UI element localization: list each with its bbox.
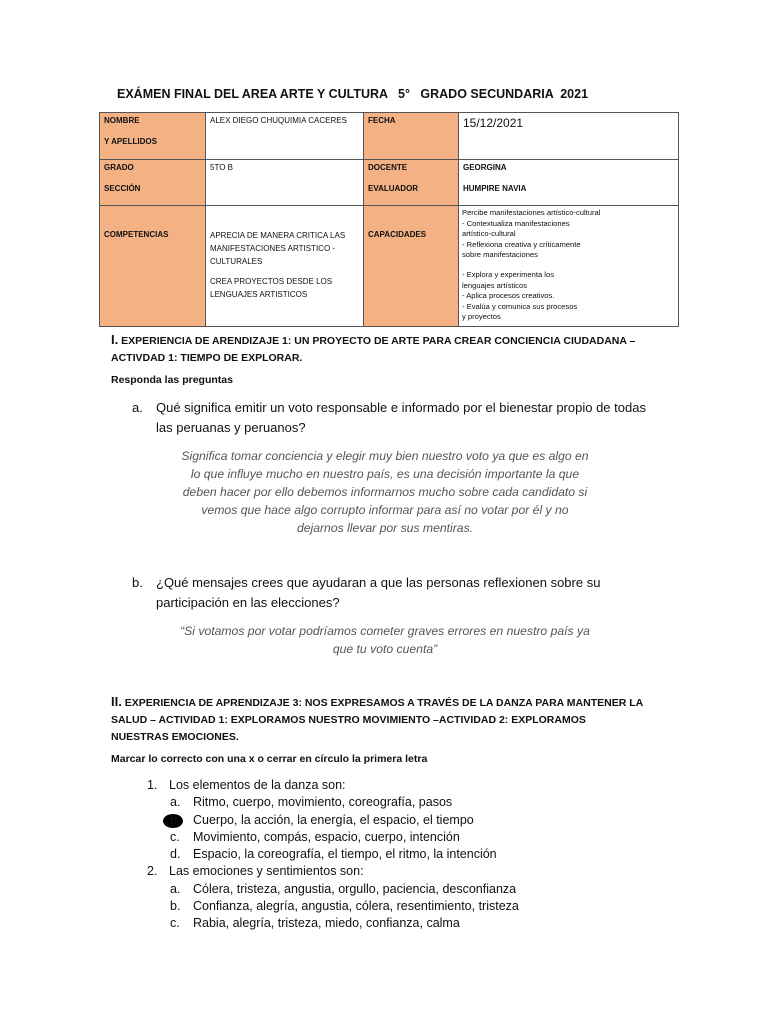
capacidad-spacer (462, 261, 675, 270)
docente-value-1: GEORGINA (463, 163, 507, 172)
section-1-heading (111, 331, 671, 367)
nombre-label: NOMBRE (104, 116, 140, 125)
answer-b-line: que tu voto cuenta” (332, 642, 438, 656)
section-2-roman: II. (111, 694, 122, 709)
answer-a-line: dejarnos llevar por sus mentiras. (296, 521, 474, 535)
option-text: Confianza, alegría, angustia, cólera, resentimiento, tristeza (193, 899, 519, 914)
competencia-line: CREA PROYECTOS DESDE LOS (210, 277, 333, 287)
competencia-line: APRECIA DE MANERA CRITICA LAS (210, 231, 346, 240)
option-text: Cuerpo, la acción, la energía, el espacio, el tiempo (193, 812, 474, 827)
answer-b (165, 622, 605, 658)
docente-value-cell (459, 160, 679, 206)
option-text: Espacio, la coreografía, el tiempo, el ritmo, la intención (193, 847, 497, 862)
option-letter: a. (170, 881, 181, 896)
question-b (132, 573, 662, 613)
answer-b-line: “Si votamos por votar podríamos cometer graves errores en nuestro país ya (180, 624, 590, 638)
answer-a-line: Significa tomar conciencia y elegir muy bien nuestro voto ya que es algo en (181, 449, 589, 463)
section-2-heading-line: SALUD – ACTIVIDAD 1: EXPLORAMOS NUESTRO MOVIMIENTO –ACTIVIDAD 2: EXPLORAMOS (111, 714, 586, 726)
nombre-value: ALEX DIEGO CHUQUIMIA CACERES (210, 116, 347, 125)
grado-label-cell (100, 160, 206, 206)
option-2b[interactable] (147, 898, 519, 915)
section-2-heading-line: NUESTRAS EMOCIONES. (111, 731, 239, 743)
question-1 (147, 777, 519, 794)
capacidad-line: - Contextualiza manifestaciones (462, 218, 570, 228)
grado-value-cell (206, 160, 364, 206)
option-2a[interactable] (147, 881, 519, 898)
fecha-value: 15/12/2021 (463, 116, 524, 130)
option-text: Ritmo, cuerpo, movimiento, coreografía, pasos (193, 795, 453, 810)
option-1b[interactable] (147, 812, 519, 829)
option-letter: c. (170, 916, 180, 931)
capacidad-line: - Aplica procesos creativos. (462, 291, 555, 301)
section-1-heading-line: EXPERIENCIA DE ARENDIZAJE 1: UN PROYECTO DE ARTE PARA CREAR CONCIENCIA CIUDADANA – (118, 335, 636, 347)
question-1-number: 1. (147, 778, 158, 792)
seccion-label: SECCIÓN (104, 184, 141, 193)
option-letter: d. (170, 847, 181, 862)
fecha-label: FECHA (368, 116, 396, 125)
competencias-label-cell (100, 206, 206, 327)
section-1-roman: I. (111, 332, 119, 347)
capacidad-line: artístico-cultural (462, 229, 516, 239)
section-1-heading-line: ACTIVDAD 1: TIEMPO DE EXPLORAR. (111, 352, 303, 364)
option-letter: c. (170, 829, 180, 844)
nombre-value-cell (206, 113, 364, 160)
section-1-instruction: Responda las preguntas (111, 374, 233, 386)
docente-label: DOCENTE (368, 163, 408, 172)
option-1c[interactable] (147, 829, 519, 846)
answer-a-line: lo que influye mucho en nuestro país, es una decisión importante la que (190, 467, 580, 481)
answer-a (165, 447, 605, 537)
evaluador-label: EVALUADOR (368, 184, 419, 193)
option-1a[interactable] (147, 794, 519, 811)
exam-title: EXÁMEN FINAL DEL AREA ARTE Y CULTURA 5° GRADO SECUNDARIA 2021 (117, 87, 589, 101)
fecha-value-cell (459, 113, 679, 160)
capacidades-label-cell (364, 206, 459, 327)
option-letter: b. (170, 899, 181, 914)
grado-value: 5TO B (210, 163, 233, 172)
nombre-label-cell (100, 113, 206, 160)
competencia-line: CULTURALES (210, 256, 263, 266)
student-info-table (99, 112, 679, 327)
option-2c[interactable] (147, 915, 519, 932)
option-letter: b. (170, 812, 181, 827)
question-2 (147, 863, 519, 880)
option-text: Movimiento, compás, espacio, cuerpo, intención (193, 829, 460, 844)
capacidad-line: - Reflexiona creativa y críticamente (462, 239, 581, 249)
capacidad-line: Percibe manifestaciones artístico-cultural (462, 208, 601, 217)
apellidos-label: Y APELLIDOS (104, 137, 157, 146)
capacidades-value-cell (459, 206, 679, 327)
section-2-heading-line: EXPERIENCIA DE APRENDIZAJE 3: NOS EXPRESAMOS A TRAVÉS DE LA DANZA PARA MANTENER LA (121, 697, 644, 709)
capacidad-line: lenguajes artísticos (462, 280, 528, 290)
capacidad-line: sobre manifestaciones (462, 250, 538, 260)
question-a-letter: a. (132, 400, 143, 415)
docente-label-cell (364, 160, 459, 206)
question-2-text: Las emociones y sentimientos son: (169, 864, 364, 879)
docente-value-2: HUMPIRE NAVIA (463, 184, 527, 193)
competencia-line: MANIFESTACIONES ARTISTICO - (210, 243, 336, 253)
answer-a-line: vemos que hace algo corrupto informar para así no votar por él y no (201, 503, 569, 517)
option-1d[interactable] (147, 846, 519, 863)
capacidad-line: - Evalúa y comunica sus procesos (462, 301, 578, 311)
grado-label: GRADO (104, 163, 134, 172)
capacidades-label: CAPACIDADES (368, 230, 427, 239)
fecha-label-cell (364, 113, 459, 160)
question-b-letter: b. (132, 575, 143, 590)
answer-a-line: deben hacer por ello debemos informarnos mucho sobre cada candidato si (182, 485, 588, 499)
option-text: Cólera, tristeza, angustia, orgullo, paciencia, desconfianza (193, 881, 517, 896)
competencia-spacer (210, 268, 359, 276)
question-2-number: 2. (147, 864, 158, 879)
capacidad-line: - Explora y experimenta los (462, 269, 555, 279)
option-letter: a. (170, 795, 181, 810)
question-a-line: Qué significa emitir un voto responsable e informado por el bienestar propio de todas (156, 400, 646, 415)
option-text: Rabia, alegría, tristeza, miedo, confianza, calma (193, 916, 460, 931)
capacidad-line: y proyectos (462, 312, 501, 322)
question-a (132, 398, 662, 438)
question-a-line: las peruanas y peruanos? (156, 420, 306, 435)
competencias-value-cell (206, 206, 364, 327)
question-b-line: ¿Qué mensajes crees que ayudaran a que las personas reflexionen sobre su (156, 575, 601, 590)
question-list (147, 777, 519, 933)
question-1-text: Los elementos de la danza son: (169, 778, 346, 792)
section-2-instruction: Marcar lo correcto con una x o cerrar en círculo la primera letra (111, 753, 428, 765)
section-2-heading (111, 693, 671, 746)
competencias-label: COMPETENCIAS (104, 230, 169, 239)
question-b-line: participación en las elecciones? (156, 595, 340, 610)
competencia-line: LENGUAJES ARTISTICOS (210, 290, 308, 300)
